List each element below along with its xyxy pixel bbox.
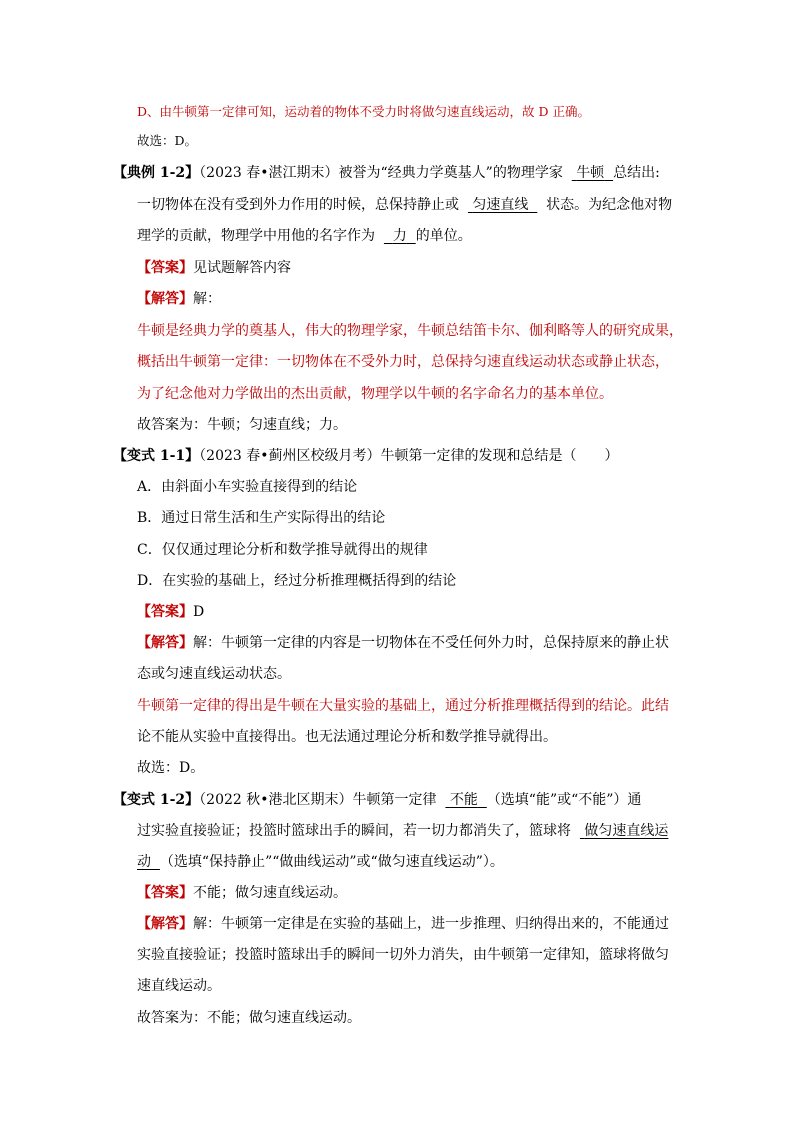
answer-text: 见试题解答内容 [193, 260, 291, 276]
answer-line [137, 602, 204, 622]
variant-1-2-line3 [137, 852, 504, 872]
variant-1-2-line2 [137, 821, 668, 841]
answer-tag: 【答案】 [137, 260, 193, 276]
answer-line [137, 883, 347, 903]
analysis-text: 解：牛顿第一定律是在实验的基础上，进一步推理、归纳得出来的，不能通过 [193, 916, 669, 932]
analysis-tag: 【解答】 [137, 916, 193, 932]
option-c: C．仅仅通过理论分析和数学推导就得出的规律 [137, 542, 428, 558]
example-text: 一切物体在没有受到外力作用的时候，总保持静止或 [137, 197, 459, 213]
variant-tag: 【变式 1-2】 [113, 792, 200, 808]
answer-tag: 【答案】 [137, 885, 193, 901]
final-answer: 故答案为：不能；做匀速直线运动。 [137, 1010, 361, 1026]
example-1-2-line2 [137, 195, 672, 215]
option-d: D．在实验的基础上，经过分析推理概括得到的结论 [137, 573, 457, 589]
fill-blank-3: 力 [392, 228, 407, 244]
variant-1-2-line1 [113, 790, 641, 810]
analysis-text: 论不能从实验中直接得出。也无法通过理论分析和数学推导就得出。 [137, 729, 557, 745]
answer-text: 不能；做匀速直线运动。 [193, 885, 347, 901]
answer-tag: 【答案】 [137, 604, 193, 620]
variant-stem: （2023 春•蓟州区校级月考）牛顿第一定律的发现和总结是（ ） [199, 448, 619, 464]
variant-tag: 【变式 1-1】 [113, 448, 200, 464]
variant-source: （2022 秋•港北区期末）牛顿第一定律 [199, 792, 437, 808]
example-1-2-line1 [113, 163, 660, 183]
analysis-text: 速直线运动。 [137, 978, 221, 994]
fill-blank-2-cont: 动 [137, 854, 151, 870]
analysis-line [137, 633, 669, 653]
variant-text: 过实验直接验证；投篮时篮球出手的瞬间，若一切力都消失了，篮球将 [137, 823, 571, 839]
option-b: B．通过日常生活和生产实际得出的结论 [137, 510, 386, 526]
fill-blank-2: 匀速直线 [472, 197, 529, 213]
analysis-text: 实验直接验证；投篮时篮球出手的瞬间一切外力消失，由牛顿第一定律知，篮球将做匀 [137, 947, 669, 963]
example-text: 理学的贡献，物理学中用他的名字作为 [137, 228, 375, 244]
fill-blank-2: 做匀速直线运 [584, 823, 669, 839]
example-source: （2023 春•湛江期末）被誉为“经典力学奠基人”的物理学家 [199, 165, 563, 181]
variant-text: （选填“保持静止”“做曲线运动”或“做匀速直线运动”）。 [159, 854, 504, 870]
option-a: A．由斜面小车实验直接得到的结论 [137, 479, 358, 495]
analysis-text: 态或匀速直线运动状态。 [137, 666, 291, 682]
option-d-explanation: D、由牛顿第一定律可知，运动着的物体不受力时将做匀速直线运动，故 D 正确。 [137, 104, 590, 119]
analysis-text: 牛顿是经典力学的奠基人，伟大的物理学家，牛顿总结笛卡尔、伽利略等人的研究成果， [137, 323, 683, 339]
analysis-tag: 【解答】 [137, 635, 193, 651]
example-text: 的单位。 [415, 228, 472, 244]
variant-1-1-stem [113, 446, 619, 466]
analysis-line [137, 289, 221, 309]
example-text-tail: 总结出: [613, 165, 660, 181]
analysis-text: 概括出牛顿第一定律：一切物体在不受外力时，总保持匀速直线运动状态或静止状态， [137, 354, 669, 370]
analysis-line [137, 914, 669, 934]
final-choice: 故选：D。 [137, 133, 198, 148]
example-text: 状态。为纪念他对物 [546, 197, 673, 213]
final-answer: 故答案为：牛顿；匀速直线；力。 [137, 417, 347, 433]
analysis-text: 为了纪念他对力学做出的杰出贡献，物理学以牛顿的名字命名力的基本单位。 [137, 386, 613, 402]
example-1-2-line3 [137, 226, 472, 246]
analysis-text: 牛顿第一定律的得出是牛顿在大量实验的基础上，通过分析推理概括得到的结论。此结 [137, 698, 669, 714]
final-choice: 故选：D。 [137, 760, 205, 776]
fill-blank-1: 牛顿 [576, 165, 605, 181]
answer-line [137, 258, 291, 278]
analysis-tag: 【解答】 [137, 291, 193, 307]
analysis-lead: 解： [193, 291, 221, 307]
fill-blank-1: 不能 [449, 792, 478, 808]
variant-text: （选填“能”或“不能”）通 [486, 792, 642, 808]
example-tag: 【典例 1-2】 [113, 165, 200, 181]
answer-text: D [193, 604, 205, 620]
analysis-text: 解：牛顿第一定律的内容是一切物体在不受任何外力时，总保持原来的静止状 [193, 635, 669, 651]
